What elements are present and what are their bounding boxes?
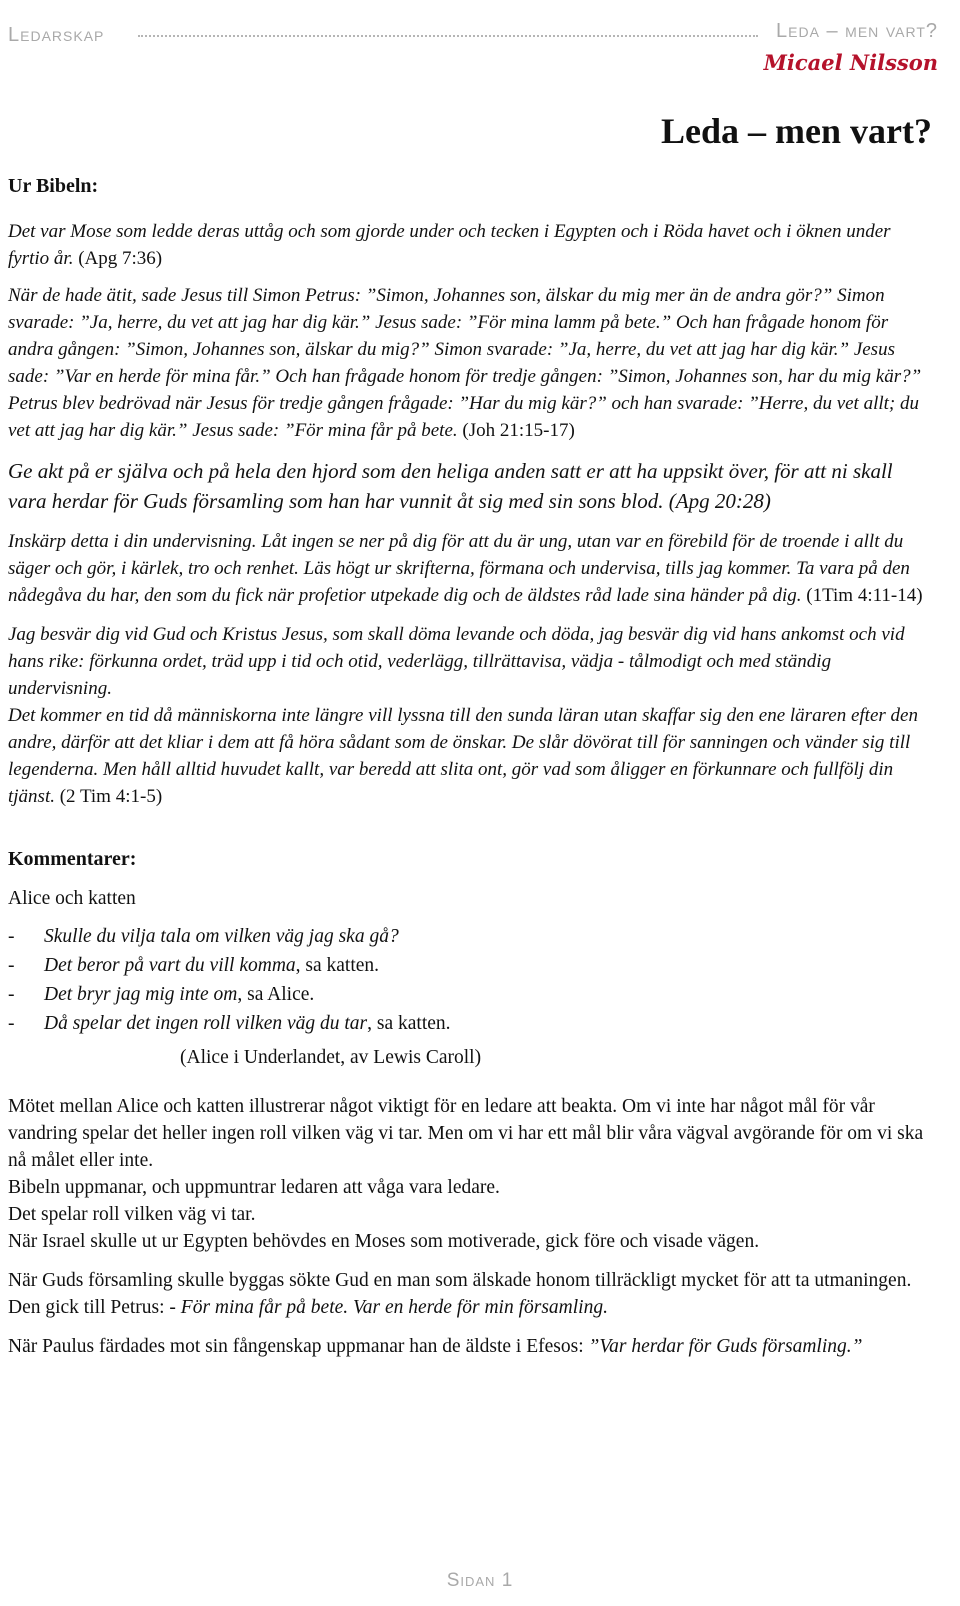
verse-apg-20: [8, 456, 930, 516]
para-text: När Paulus färdades mot sin fångenskap uppmanar han de äldste i Efesos:: [8, 1336, 589, 1357]
verse-text: Ge akt på er själva och på hela den hjord som den heliga anden satt er att ha uppsikt över, för att ni skall vara herdar för Guds församling som han har vunnit åt sig med sin sons blod.: [8, 459, 893, 513]
dialog-quote: Då spelar det ingen roll vilken väg du tar: [44, 1013, 368, 1034]
dialog-quote: Det bryr jag mig inte om: [44, 984, 238, 1005]
author-signature: Micael Nilsson: [763, 50, 938, 75]
verse-apg-7: [8, 218, 930, 272]
verse-text: Det var Mose som ledde deras uttåg och som gjorde under och tecken i Egypten och i Röda havet och i öknen under fyrtio år.: [8, 221, 891, 269]
verse-ref: (Joh 21:15-17): [462, 420, 575, 441]
comment-line: Bibeln uppmanar, och uppmuntrar ledaren att våga vara ledare.: [8, 1177, 500, 1198]
dash-mark: -: [8, 955, 15, 976]
para-quote: ”Var herdar för Guds församling.”: [588, 1336, 863, 1357]
dash-mark: -: [8, 926, 15, 947]
verse-ref: (2 Tim 4:1-5): [59, 786, 163, 807]
verse-text: Det kommer en tid då människorna inte längre vill lyssna till den sunda läran utan skaffar sig den ene läraren efter den andre, därför att det kliar i dem att få höra sådant som de önskar. De slår dövörat till för sanningen och vänder sig till legenderna. Men håll alltid huvudet kallt, var beredd att slita ont, gör vad som åligger en förkunnare och fullfölj din tjänst.: [8, 705, 918, 807]
dash-mark: -: [8, 984, 15, 1005]
dialog-quote: Skulle du vilja tala om vilken väg jag ska gå?: [44, 926, 399, 947]
dialog-list: [8, 922, 930, 1038]
story-source: (Alice i Underlandet, av Lewis Caroll): [180, 1047, 482, 1068]
verse-ref: (Apg 20:28): [668, 489, 771, 513]
verse-1tim-4: [8, 528, 930, 609]
verse-joh-21: [8, 282, 930, 444]
dialog-line: [8, 922, 930, 951]
verse-2tim-4a: Jag besvär dig vid Gud och Kristus Jesus, som skall döma levande och döda, jag besvär dig vid hans ankomst och vid hans rike: förkunna ordet, träd upp i tid och otid, vederlägg, tillrättavisa, vädja - tålmodigt och med ständig undervisning.: [8, 624, 905, 699]
dialog-line: [8, 951, 930, 980]
dialog-tag: , sa katten.: [367, 1013, 451, 1034]
comment-para-2: [8, 1267, 930, 1321]
page-header: [8, 20, 938, 50]
dash-mark: -: [8, 1013, 15, 1034]
verse-2tim-4b: [8, 702, 930, 810]
document-body: [8, 175, 930, 1360]
dialog-tag: , sa Alice.: [237, 984, 315, 1005]
para-text: När Guds församling skulle byggas sökte Gud en man som älskade honom tillräckligt mycket för att ta utmaningen. Den gick till Petrus: -: [8, 1270, 912, 1318]
verse-ref: (1Tim 4:11-14): [806, 585, 923, 606]
dialog-line: [8, 980, 930, 1009]
dialog-line: [8, 1009, 930, 1038]
bible-heading: Ur Bibeln:: [8, 175, 99, 197]
comment-para-3: [8, 1333, 930, 1360]
dialog-quote: Det beror på vart du vill komma: [44, 955, 296, 976]
story-title: Alice och katten: [8, 888, 136, 909]
header-rule: [138, 35, 758, 37]
verse-text: Inskärp detta i din undervisning. Låt ingen se ner på dig för att du är ung, utan var en förebild för de troende i allt du säger och gör, i kärlek, tro och renhet. Läs högt ur skrifterna, förmana och undervisa, tills jag kommer. Ta vara på den nådegåva du har, den som du fick när profetior utpekade dig och de äldstes råd lade sina händer på dig.: [8, 531, 910, 606]
header-right: Leda – men vart?: [776, 20, 938, 42]
page-footer: Sidan 1: [446, 1570, 514, 1591]
comment-line: När Israel skulle ut ur Egypten behövdes en Moses som motiverade, gick före och visade vägen.: [8, 1231, 760, 1252]
comment-line: Mötet mellan Alice och katten illustrerar något viktigt för en ledare att beakta. Om vi inte har något mål för vår vandring spelar det heller ingen roll vilken väg vi tar. Men om vi har ett mål blir våra vägval avgörande för om vi ska nå målet eller inte.: [8, 1096, 924, 1171]
para-quote: För mina får på bete. Var en herde för min församling.: [180, 1297, 608, 1318]
dialog-tag: , sa katten.: [295, 955, 380, 976]
comment-para-1: [8, 1093, 930, 1255]
page-title: Leda – men vart?: [661, 111, 932, 151]
header-left: Ledarskap: [8, 24, 105, 46]
verse-ref: (Apg 7:36): [78, 248, 163, 269]
verse-text: När de hade ätit, sade Jesus till Simon Petrus: ”Simon, Johannes son, älskar du mig mer än de andra gör?” Simon svarade: ”Ja, herre, du vet att jag har dig kär.” Jesus sade: ”För mina lamm på bete.” Och han frågade honom för andra gången: ”Simon, Johannes son, älskar du mig?” Simon svarade: ”Ja, herre, du vet att jag har dig kär.” Jesus sade: ”Var en herde för mina får.” Och han frågade honom för tredje gången: ”Simon, Johannes son, har du mig kär?” Petrus blev bedrövad när Jesus för tredje gången frågade: ”Har du mig kär?” och han svarade: ”Herre, du vet allt; du vet att jag har dig kär.” Jesus sade: ”För mina får på bete.: [8, 285, 922, 441]
comment-line: Det spelar roll vilken väg vi tar.: [8, 1204, 256, 1225]
comments-heading: Kommentarer:: [8, 848, 137, 870]
